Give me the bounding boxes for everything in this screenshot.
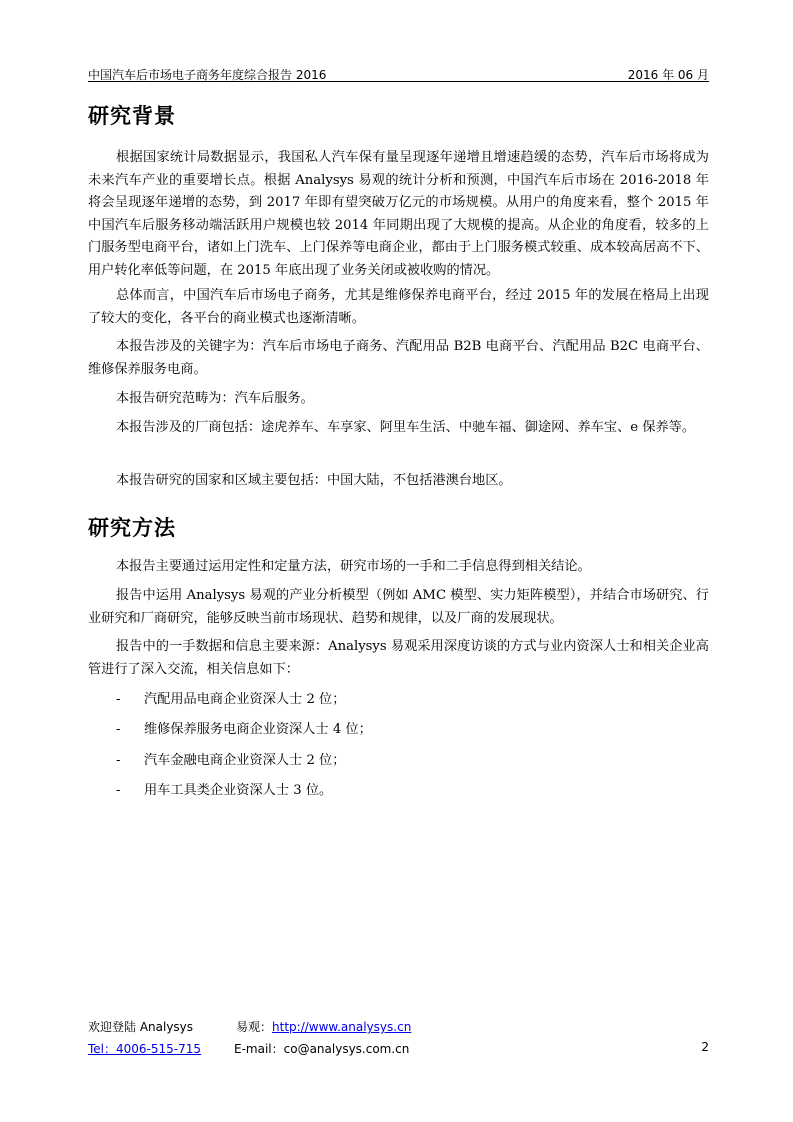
paragraph: 本报告涉及的厂商包括：途虎养车、车享家、阿里车生活、中驰车福、御途网、养车宝、e 保养等。 (116, 420, 696, 435)
section-heading-method: 研究方法 (88, 516, 176, 540)
footer-welcome: 欢迎登陆 Analysys (88, 1020, 194, 1034)
footer-yiguan-label: 易观： (236, 1020, 273, 1034)
bullet-dash: - (116, 783, 121, 798)
phone-link[interactable]: Tel：4006-515-715 (88, 1042, 202, 1056)
page-number: 2 (701, 1040, 709, 1054)
email-label: E-mail： (234, 1042, 284, 1056)
footer-site (236, 1018, 411, 1035)
paragraph: 本报告主要通过运用定性和定量方法，研究市场的一手和二手信息得到相关结论。 (116, 559, 591, 574)
report-date: 2016 年 06 月 (627, 68, 709, 82)
footer-email (234, 1040, 409, 1057)
bullet-dash: - (116, 753, 121, 768)
website-link[interactable]: http://www.analysys.cn (272, 1020, 412, 1034)
paragraph: 报告中的一手数据和信息主要来源：Analysys 易观采用深度访谈的方式与业内资深人士和相关企业高管进行了深入交流，相关信息如下： (88, 639, 709, 677)
paragraph: 总体而言，中国汽车后市场电子商务，尤其是维修保养电商平台，经过 2015 年的发展在格局上出现了较大的变化，各平台的商业模式也逐渐清晰。 (88, 288, 709, 326)
email-address: co@analysys.com.cn (283, 1042, 410, 1056)
section-heading-background: 研究背景 (88, 104, 176, 128)
header-divider (88, 81, 709, 82)
paragraph: 本报告涉及的关键字为：汽车后市场电子商务、汽配用品 B2B 电商平台、汽配用品 B2C 电商平台、维修保养服务电商。 (88, 339, 709, 377)
bullet-dash: - (116, 722, 121, 737)
paragraph: 本报告研究的国家和区域主要包括：中国大陆，不包括港澳台地区。 (116, 473, 512, 488)
paragraph: 报告中运用 Analysys 易观的产业分析模型（例如 AMC 模型、实力矩阵模型），并结合市场研究、行业研究和厂商研究，能够反映当前市场现状、趋势和规律，以及厂商的发展现状。 (88, 588, 709, 626)
paragraph: 本报告研究范畴为：汽车后服务。 (116, 391, 314, 406)
bullet-dash: - (116, 692, 121, 707)
paragraph: 根据国家统计局数据显示，我国私人汽车保有量呈现逐年递增且增速趋缓的态势，汽车后市场将成为未来汽车产业的重要增长点。根据 Analysys 易观的统计分析和预测，中国汽车后市场在 2016-2018 年将会呈现逐年递增的态势，到 2017 年即有望突破万亿元的市场规模。从用户的角度来看，整个 2015 年中国汽车后服务移动端活跃用户规模也较 2014 年同期出现了大规模的提高。从企业的角度看，较多的上门服务型电商平台，诸如上门洗车、上门保养等电商企业，都由于上门服务模式较重、成本较高居高不下、用户转化率低等问题，在 2015 年底出现了业务关闭或被收购的情况。 (88, 150, 709, 278)
report-title: 中国汽车后市场电子商务年度综合报告 2016 (88, 68, 327, 82)
